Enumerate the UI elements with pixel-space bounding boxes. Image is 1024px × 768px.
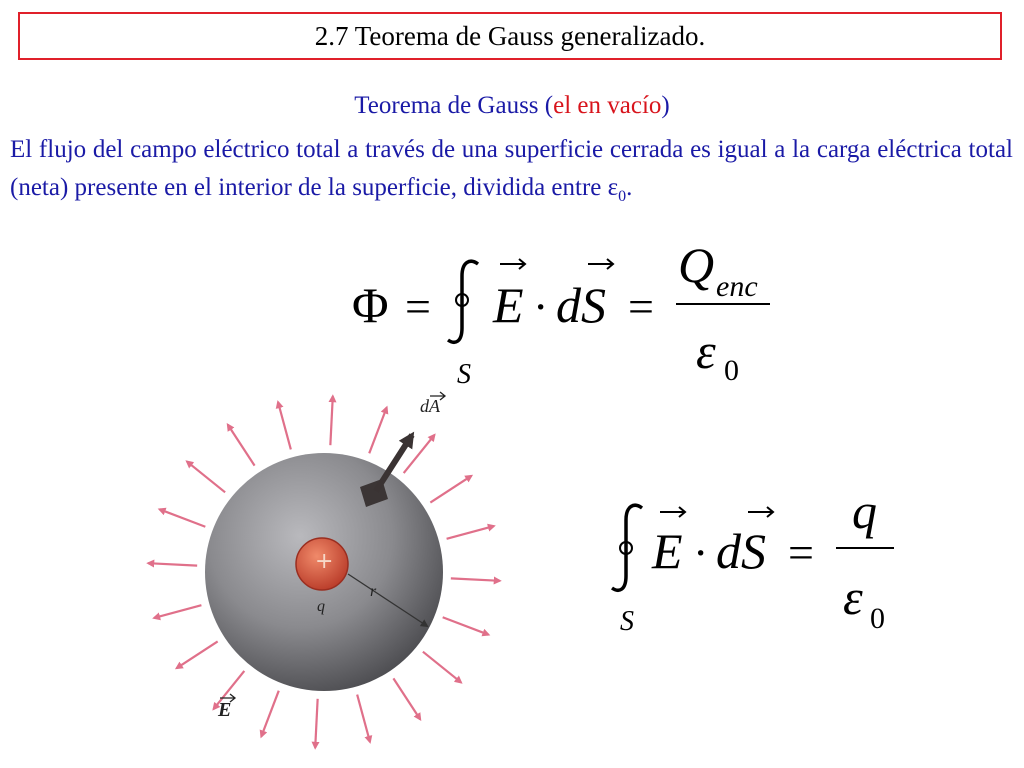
- permittivity-subscript-2: 0: [870, 602, 885, 635]
- vector-arrow-s-2: [748, 507, 773, 517]
- field-line-arrow: [423, 652, 461, 683]
- permittivity-subscript-1: 0: [724, 354, 739, 387]
- subtitle-end: ): [661, 92, 670, 119]
- field-line-arrow: [315, 699, 317, 748]
- field-line-arrow: [154, 605, 201, 618]
- field-line-arrow: [369, 408, 386, 454]
- field-line-arrow: [187, 462, 225, 493]
- field-line-arrow: [443, 617, 489, 634]
- dot-operator-2: ·: [693, 527, 709, 578]
- gauss-equation-flux: [352, 237, 770, 390]
- closed-integral-sign-1: [448, 261, 478, 342]
- charge-sign: +: [315, 549, 334, 574]
- field-line-arrow: [261, 691, 278, 737]
- field-line-arrow: [278, 402, 291, 449]
- gauss-equation-point-charge: [612, 483, 894, 637]
- epsilon-subscript: 0: [618, 188, 627, 205]
- field-line-arrow: [228, 425, 255, 466]
- area-element-1: dS: [556, 277, 606, 333]
- subtitle-highlight: el en vacío: [553, 92, 662, 119]
- field-line-arrow: [430, 476, 471, 503]
- permittivity-2: ε: [843, 569, 863, 625]
- surface-label-2: S: [620, 606, 634, 637]
- area-element-2: dS: [716, 523, 766, 579]
- gaussian-sphere-figure: [148, 392, 500, 748]
- charge-label: q: [317, 598, 325, 615]
- field-line-arrow: [393, 678, 420, 719]
- flux-symbol: Φ: [352, 277, 389, 333]
- field-line-arrow: [357, 695, 370, 742]
- closed-integral-sign-2: [612, 505, 642, 590]
- vector-arrow-e-1: [500, 259, 525, 269]
- field-vector-2: E: [652, 523, 683, 579]
- field-line-arrow: [148, 563, 197, 565]
- equals-sign-3: =: [788, 527, 814, 578]
- field-line-arrow: [177, 641, 218, 668]
- field-line-arrow: [447, 526, 494, 539]
- field-line-arrow: [451, 578, 500, 580]
- field-vector-1: E: [493, 277, 524, 333]
- subtitle-main: Teorema de Gauss (: [354, 92, 554, 119]
- equals-sign-2: =: [628, 281, 654, 332]
- dot-operator-1: ·: [533, 281, 549, 332]
- field-label: E: [218, 699, 232, 721]
- enclosed-subscript: enc: [716, 270, 758, 303]
- surface-label-1: S: [457, 359, 471, 390]
- field-line-arrow: [330, 396, 332, 445]
- vector-arrow-e-2: [660, 507, 685, 517]
- field-line-arrow: [160, 509, 206, 526]
- gauss-statement-text: El flujo del campo eléctrico total a través de una superficie cerrada es igual a la carga eléctrica total (neta) presente en el interior de la superficie, dividida entre ε: [10, 136, 1013, 201]
- permittivity-1: ε: [696, 323, 716, 379]
- vector-arrow-s-1: [588, 259, 613, 269]
- gauss-statement-end: .: [626, 174, 633, 201]
- slide-title: 2.7 Teorema de Gauss generalizado.: [314, 20, 706, 51]
- area-vector-label: dA: [420, 396, 440, 416]
- equals-sign-1: =: [405, 281, 431, 332]
- enclosed-charge: Q: [678, 237, 715, 293]
- radius-label: r: [370, 583, 377, 600]
- point-charge-symbol: q: [852, 483, 877, 539]
